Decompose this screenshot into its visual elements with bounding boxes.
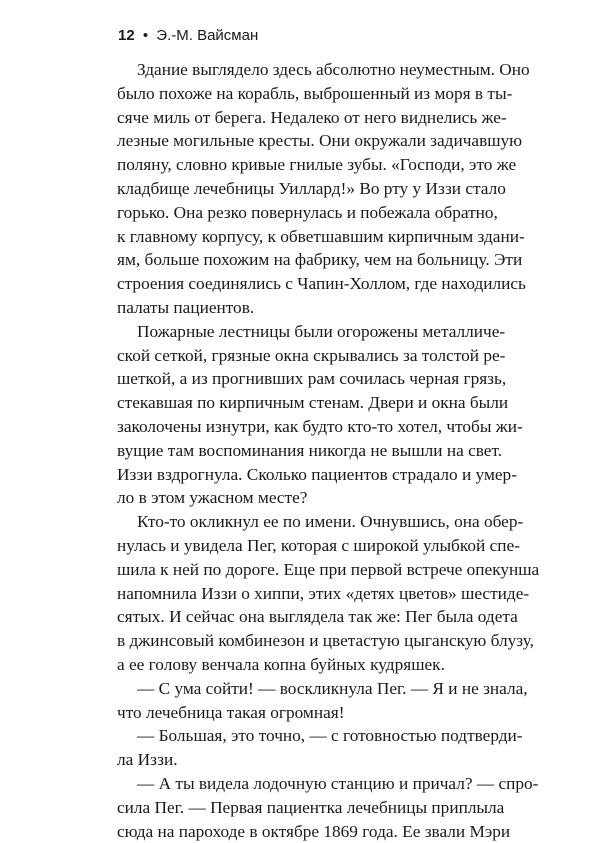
text-line: Иззи вздрогнула. Сколько пациентов страдало и умер- bbox=[117, 463, 489, 487]
header-separator: • bbox=[143, 27, 148, 44]
text-line: заколочены изнутри, как будто кто-то хотел, чтобы жи- bbox=[117, 415, 489, 439]
text-line: — А ты видела лодочную станцию и причал? — спро- bbox=[117, 772, 489, 796]
paragraph bbox=[117, 510, 489, 677]
text-line: горько. Она резко повернулась и побежала обратно, bbox=[117, 201, 489, 225]
text-line: палаты пациентов. bbox=[117, 296, 489, 320]
text-line: было похоже на корабль, выброшенный из моря в ты- bbox=[117, 82, 489, 106]
paragraph bbox=[117, 58, 489, 320]
paragraph bbox=[117, 320, 489, 510]
text-line: сяче миль от берега. Недалеко от него виднелись же- bbox=[117, 106, 489, 130]
text-line: ло в этом ужасном месте? bbox=[117, 486, 489, 510]
text-line: сюда на пароходе в октябре 1869 года. Ее звали Мэри bbox=[117, 820, 489, 843]
text-line: кладбище лечебницы Уиллард!» Во рту у Иззи стало bbox=[117, 177, 489, 201]
running-head bbox=[118, 27, 258, 44]
paragraph bbox=[117, 677, 489, 725]
author-name: Э.-М. Вайсман bbox=[156, 27, 258, 44]
text-line: Здание выглядело здесь абсолютно неуместным. Оно bbox=[117, 58, 489, 82]
text-line: — С ума сойти! — воскликнула Пег. — Я и не знала, bbox=[117, 677, 489, 701]
text-line: ла Иззи. bbox=[117, 748, 489, 772]
text-line: шеткой, а из прогнивших рам сочилась черная грязь, bbox=[117, 367, 489, 391]
text-line: Кто-то окликнул ее по имени. Очнувшись, она обер- bbox=[117, 510, 489, 534]
text-line: сятых. И сейчас она выглядела так же: Пег была одета bbox=[117, 605, 489, 629]
text-line: поляну, словно кривые гнилые зубы. «Господи, это же bbox=[117, 153, 489, 177]
paragraph bbox=[117, 772, 489, 843]
text-line: а ее голову венчала копна буйных кудряшек. bbox=[117, 653, 489, 677]
text-line: Пожарные лестницы были огорожены металличе- bbox=[117, 320, 489, 344]
page-number: 12 bbox=[118, 27, 135, 44]
text-line: напомнила Иззи о хиппи, этих «детях цветов» шестиде- bbox=[117, 582, 489, 606]
text-line: лезные могильные кресты. Они окружали задичавшую bbox=[117, 129, 489, 153]
text-line: — Большая, это точно, — с готовностью подтверди- bbox=[117, 724, 489, 748]
text-line: строения соединялись с Чапин-Холлом, где находились bbox=[117, 272, 489, 296]
text-line: что лечебница такая огромная! bbox=[117, 701, 489, 725]
text-line: шила к ней по дороге. Еще при первой встрече опекунша bbox=[117, 558, 489, 582]
text-line: к главному корпусу, к обветшавшим кирпичным здани- bbox=[117, 225, 489, 249]
text-line: ской сеткой, грязные окна скрывались за толстой ре- bbox=[117, 344, 489, 368]
text-line: в джинсовый комбинезон и цветастую цыганскую блузу, bbox=[117, 629, 489, 653]
text-line: нулась и увидела Пег, которая с широкой улыбкой спе- bbox=[117, 534, 489, 558]
text-line: вущие там воспоминания никогда не вышли на свет. bbox=[117, 439, 489, 463]
text-line: стекавшая по кирпичным стенам. Двери и окна были bbox=[117, 391, 489, 415]
text-line: сила Пег. — Первая пациентка лечебницы приплыла bbox=[117, 796, 489, 820]
text-line: ям, больше похожим на фабрику, чем на больницу. Эти bbox=[117, 248, 489, 272]
paragraph bbox=[117, 724, 489, 772]
body-text bbox=[117, 58, 489, 843]
